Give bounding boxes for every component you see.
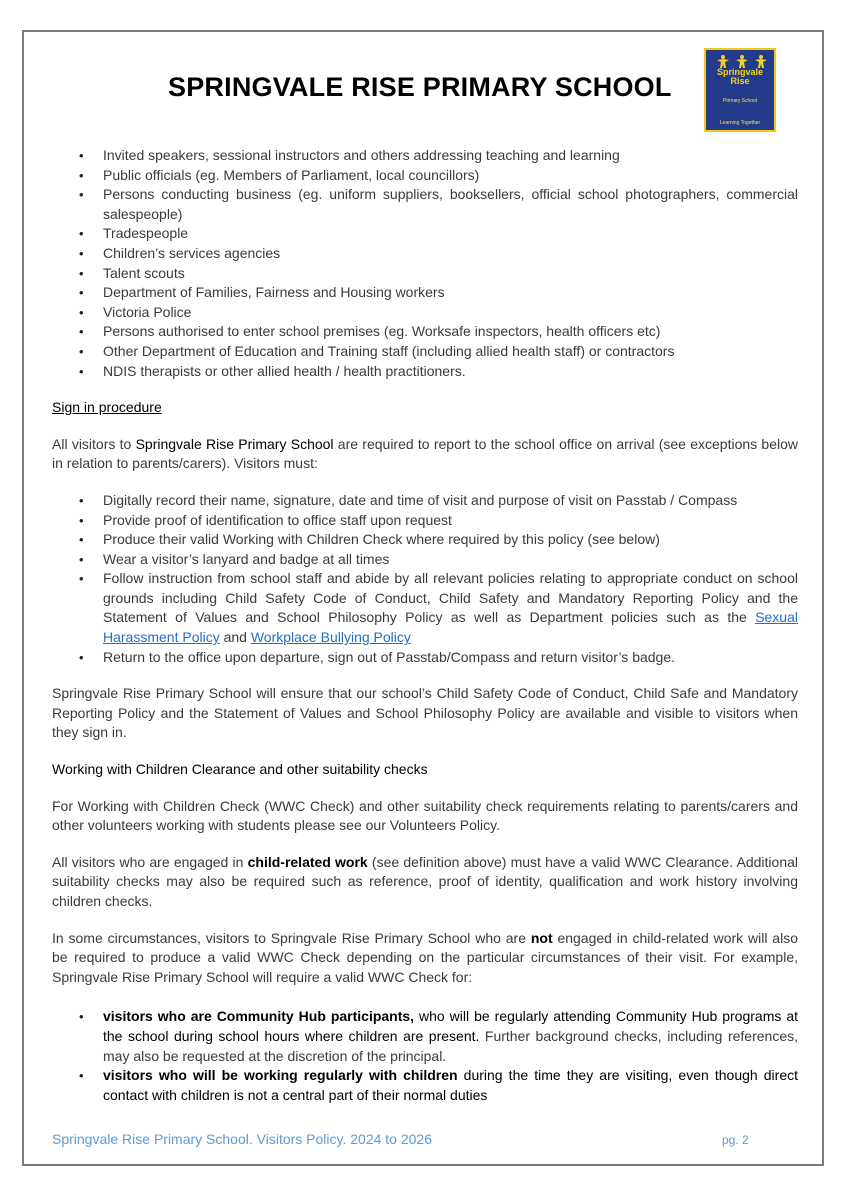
bullet-icon: • (79, 512, 84, 528)
bullet-icon: • (79, 245, 84, 261)
bullet-icon: • (79, 649, 84, 665)
wwc-paragraph-1: For Working with Children Check (WWC Check) and other suitability check requirements relating to parents/carers and other volunteers working with students please see our Volunteers Policy. (52, 797, 798, 834)
list-item: • Produce their valid Working with Children Check where required by this policy (see below) (52, 530, 798, 550)
bullet-icon: • (79, 492, 84, 508)
school-logo (704, 48, 776, 132)
footer-text: Springvale Rise Primary School. Visitors Policy. 2024 to 2026 (52, 1131, 432, 1147)
list-item: • Follow instruction from school staff and abide by all relevant policies relating to appropriate conduct on school grounds including Child Safety Code of Conduct, Child Safety and Mandatory Reporting Policy and the Statement of Values and School Philosophy Policy as well as Department policies such as the Sexual Harassment Policy and Workplace Bullying Policy (79, 570, 798, 646)
list-item: • Department of Families, Fairness and Housing workers (52, 283, 798, 303)
bullet-icon: • (79, 551, 84, 567)
sign-in-intro: All visitors to Springvale Rise Primary School are required to report to the school office on arrival (see exceptions below in relation to parents/carers). Visitors must: (52, 435, 798, 472)
list-item: • Public officials (eg. Members of Parliament, local councillors) (52, 166, 798, 186)
list-item: • Children’s services agencies (52, 244, 798, 264)
wwc-paragraph-2: All visitors who are engaged in child-related work (see definition above) must have a valid WWC Clearance. Additional suitability checks may also be required such as reference, proof of identity, qualification and work history involving children checks. (52, 853, 798, 909)
sign-in-closing: Springvale Rise Primary School will ensure that our school’s Child Safety Code of Conduct, Child Safe and Mandatory Reporting Policy and the Statement of Values and School Philosophy Policy are available and visible to visitors when they sign in. (52, 685, 798, 741)
bullet-icon: • (79, 532, 84, 548)
list-item: • Persons conducting business (eg. uniform suppliers, booksellers, official school photographers, commercial salespeople) (79, 186, 798, 222)
bullet-icon: • (79, 324, 84, 340)
list-item: • Return to the office upon departure, sign out of Passtab/Compass and return visitor’s badge. (52, 648, 798, 668)
list-item: • visitors who are Community Hub participants, who will be regularly attending Community Hub programs at the school during school hours where children are present. Further background checks, including references, may also be requested at the discretion of the principal. (79, 1008, 799, 1064)
wwc-required-list (52, 1007, 798, 1105)
bullet-icon: • (79, 363, 84, 379)
bullet-icon: • (79, 343, 84, 359)
bullet-icon: • (79, 265, 84, 281)
list-item: • Provide proof of identification to office staff upon request (52, 511, 798, 531)
list-item: • visitors who will be working regularly with children during the time they are visiting, even though direct contact with children is not a central part of their normal duties (79, 1067, 798, 1103)
logo-subtitle: Primary School (723, 98, 757, 104)
logo-name (706, 68, 774, 86)
bullet-icon: • (79, 187, 84, 203)
list-item: • Invited speakers, sessional instructors and others addressing teaching and learning (52, 146, 798, 166)
bullet-icon: • (79, 304, 84, 320)
bullet-icon: • (79, 1009, 84, 1025)
list-item: • Digitally record their name, signature, date and time of visit and purpose of visit on Passtab / Compass (52, 491, 798, 511)
sign-in-requirements-list (52, 491, 798, 667)
workplace-bullying-policy-link[interactable]: Workplace Bullying Policy (250, 629, 411, 646)
list-item: • NDIS therapists or other allied health / health practitioners. (52, 362, 798, 382)
page-number: pg. 2 (722, 1133, 749, 1147)
bullet-icon: • (79, 148, 84, 163)
sexual-harassment-policy-link[interactable]: Sexual Harassment Policy (103, 609, 798, 646)
bullet-icon: • (79, 167, 84, 183)
logo-tagline: Learning Together (719, 120, 761, 126)
bullet-icon: • (79, 226, 84, 242)
list-item: • Other Department of Education and Training staff (including allied health staff) or contractors (52, 342, 798, 362)
bullet-icon: • (79, 285, 84, 301)
page-title: SPRINGVALE RISE PRIMARY SCHOOL (168, 72, 672, 102)
document-body (52, 146, 798, 1105)
list-item: • Talent scouts (52, 264, 798, 284)
wwc-paragraph-3: In some circumstances, visitors to Springvale Rise Primary School who are not engaged in child-related work will also be required to produce a valid WWC Check depending on the particular circumstances of their visit. For example, Springvale Rise Primary School will require a valid WWC Check for: (52, 929, 798, 985)
list-item: • Tradespeople (52, 224, 798, 244)
logo-line-1: Springvale (716, 67, 763, 77)
list-item: • Persons authorised to enter school premises (eg. Worksafe inspectors, health officers etc) (52, 322, 798, 342)
bullet-icon: • (79, 571, 84, 587)
list-item: • Victoria Police (52, 303, 798, 323)
sign-in-heading: Sign in procedure (52, 399, 162, 416)
logo-line-2: Rise (730, 76, 750, 86)
wwc-heading: Working with Children Clearance and other suitability checks (52, 761, 428, 778)
list-item: • Wear a visitor’s lanyard and badge at all times (52, 550, 798, 570)
bullet-icon: • (79, 1068, 84, 1084)
visitor-types-list (52, 146, 798, 381)
children-figures-icon (714, 54, 770, 68)
